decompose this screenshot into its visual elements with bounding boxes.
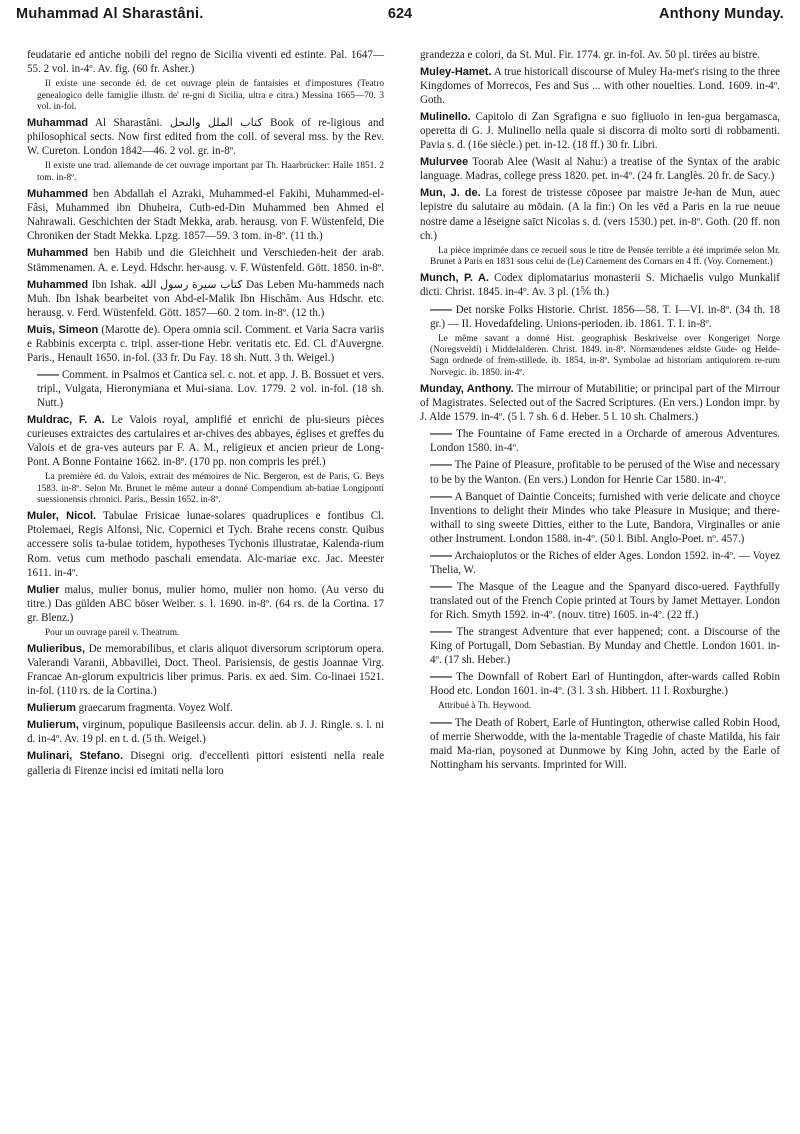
bibliography-entry	[430, 490, 780, 546]
entry-text: A true historicall discourse of Muley Ha-met's rising to the three Kingdomes of Morrecos, Fes and Sus ... with other nouelties. Lond. 1609. in-4º. Goth.	[420, 66, 780, 107]
entry-headword: Muley-Hamet.	[420, 66, 492, 79]
entry-headword: Mulinello.	[420, 111, 471, 124]
bibliography-entry	[27, 583, 384, 625]
running-header	[16, 2, 784, 26]
bibliography-entry	[420, 271, 780, 299]
bibliography-entry	[430, 458, 780, 486]
left-column	[27, 48, 384, 781]
entry-headword: ——	[430, 625, 452, 638]
entry-headword: ——	[430, 716, 452, 729]
entry-headword: Mulieribus,	[27, 643, 86, 656]
entry-headword: Mulier	[27, 583, 60, 596]
entry-headword: Munch, P. A.	[420, 272, 489, 285]
bibliography-entry	[430, 303, 780, 331]
entry-text: The Fountaine of Fame erected in a Orcharde of amerous Adventures. London 1580. in-4º.	[430, 428, 780, 455]
entry-text: Archaioplutos or the Riches of elder Ages. London 1592. in-4º. — Voyez Thelia, W.	[430, 549, 781, 576]
header-right-title: Anthony Munday.	[658, 6, 784, 22]
entry-headword: Muhammed	[27, 278, 89, 291]
entry-text: Codex diplomatarius monasterii S. Michaelis vulgo Munkalif dicti. Christ. 1845. in-4º. Av. 3 pl. (1⅚ th.)	[420, 272, 780, 299]
entry-note: La pièce imprimée dans ce recueil sous le titre de Pensée terrible a été imprimée selon Mr. Brunet à Paris en 1831 sous celui de (Le) Carnement des Cornars en 4 ff. (Voy. Cornement.)	[430, 245, 780, 268]
bibliography-entry	[27, 323, 384, 365]
page-number: 624	[387, 6, 413, 22]
entry-headword: Muhammed	[27, 188, 89, 201]
bibliography-entry	[420, 65, 780, 107]
bibliography-entry	[27, 701, 384, 715]
entry-text: virginum, populique Basileensis accur. delin. ab J. J. Ringle. s. l. ni d. in-4º. Av. 19 pl. en t. d. (5 th. Weigel.)	[27, 719, 384, 746]
entry-headword: ——	[430, 671, 452, 684]
header-left-title: Muhammad Al Sharastâni.	[16, 6, 204, 22]
entry-headword: ——	[430, 490, 452, 503]
bibliography-entry	[430, 580, 780, 622]
entry-headword: Muis, Simeon	[27, 323, 99, 336]
entry-headword: ——	[430, 303, 452, 316]
entry-headword: Muhammed	[27, 247, 89, 260]
entry-text: Disegni orig. d'eccellenti pittori esistenti nella reale galleria di Firenze incisi ed imitati nella loro	[27, 750, 384, 777]
bibliography-entry	[37, 368, 384, 410]
entry-headword: ——	[430, 428, 452, 441]
bibliography-entry	[27, 509, 384, 579]
bibliography-entry	[430, 670, 780, 698]
entry-headword: Mun, J. de.	[420, 187, 481, 200]
bibliography-entry	[27, 718, 384, 746]
entry-note: Il existe une trad. allemande de cet ouvrage important par Th. Haarbrücker: Halle 1851. 2 tom. in-8º.	[37, 161, 384, 183]
bibliography-entry	[27, 749, 384, 777]
bibliography-entry	[420, 110, 780, 152]
entry-text: The mirrour of Mutabilitie; or principal part of the Mirrour of Magistrates. Selected out of the Sacred Scriptures. (En vers.) London impr. by J. Alde 1579. in-4º. (5 l. 7 sh. 6 d. Heber. 5 l. 10 sh. Chalmers.)	[420, 383, 780, 424]
bibliography-entry	[420, 186, 780, 242]
entry-headword: ——	[430, 459, 452, 472]
entry-text: A Banquet of Daintie Conceits; furnished with verie delicate and choyce Inventions to delight their Mindes who take Pleasure in Musique; and there-withall to sing sweete Ditties, either to the Lute, Bandora, Virginalles or anie other Instrument. London 1588. in-4º. (50 l. Bibl. Anglo-Poet. nº. 457.)	[430, 490, 780, 545]
entry-text: Comment. in Psalmos et Cantica sel. c. not. et app. J. B. Bossuet et vers. tripl., Vulgata, Hieronymiana et Mui-siana. Lov. 1779. 2 vol. in-fol. (18 sh. Nutt.)	[37, 368, 384, 409]
entry-text: (Marotte de). Opera omnia scil. Comment. et Varia Sacra variis e Rabbinis excerpta c. tripl. asser-tione Hebr. veritatis etc. Ed. Cl. d'Auvergne. Paris., Henault 1650. in-fol. (33 fr. Du Fay. 18 sh. Nutt. 3 th. Weigel.)	[27, 323, 384, 364]
entry-continuation: feudatarie ed antiche nobili del regno de Sicilia viventi ed estinte. Pal. 1647—55. 2 vol. in-4º. Av. fig. (60 fr. Asher.)	[27, 49, 384, 76]
entry-headword: Mulinari, Stefano.	[27, 750, 124, 763]
entry-text: Ibn Ishak. كتاب سيرة رسول الله Das Leben Mu-hammeds nach Muh. Ibn Ishak bearbeitet von Abd-el-Malik Ibn Hischâm. Aus Hdschr. etc. herausg. v. Ferd. Wüstenfeld. Gött. 1857—60. 2 tom. in-8º. (12 th.)	[27, 278, 384, 319]
bibliography-entry	[27, 116, 384, 158]
entry-text: The Death of Robert, Earle of Huntington, otherwise called Robin Hood, of merrie Sherwodde, with the la-mentable Tragedie of chaste Matilda, his fair maid Ma-rian, poysoned at Dunmowe by King John, acted by the Earle of Nottingham his servants. Imprinted for Will.	[430, 716, 780, 771]
bibliography-entry	[420, 382, 780, 424]
entry-text: graecarum fragmenta. Voyez Wolf.	[78, 702, 233, 715]
entry-note: La première éd. du Valois, extrait des mémoires de Nic. Bergeron, est de Paris, G. Beys 1583. in-8º. Selon Mr. Brunet le même auteur a donné Compendium ab-batiae Longipontí suessionensis chronici. Paris., Bessin 1652. in-8º.	[37, 472, 384, 505]
entry-text: Tabulae Frisicae lunae-solares quadruplices e fontibus Cl. Ptolemaei, Regis Alfonsi, Nic. Copernici et Tych. Brahe recens constr. Quibus accessere solis ta-bulae totidem, hypotheses Tychonis illustratae, Kalenda-rium Rom. vetus cum methodo paschali emendata. Alc-mariae exc. Jac. Meester 1611. in-4º.	[27, 510, 385, 579]
entry-text: Toorab Alee (Wasit al Nahu:) a treatise of the Syntax of the arabic language. Madras, college press 1820. pet. in-4º. (24 fr. Langlès. 20 fr. de Sacy.)	[420, 156, 780, 183]
entry-headword: ——	[430, 580, 452, 593]
entry-text: La forest de tristesse cōposee par maistre Je-han de Mun, auec lepistre du salutaire au mōdain. (A la fin:) On les vēd a Paris en la rue neuue nostre dame a lēseigne saīct Nicolas s. d. (vers 1530.) pet. in-8º. Goth. (20 ff. non ch.)	[420, 187, 780, 242]
entry-text: Capitolo di Zan Sgrafigna e suo figliuolo in len-gua bergamasca, operetta di G. J. Mulinello nella quale si discorra di molto sorti di robbamenti. Pavia s. d. (16e siècle.) pet. in-12. (18 ff.) 30 fr. Libri.	[420, 111, 780, 152]
entry-text: The Paine of Pleasure, profitable to be perused of the Wise and necessary to be by the Wanton. (En vers.) London for Henrie Car 1580. in-4º.	[430, 459, 781, 486]
entry-headword: Muldrac, F. A.	[27, 413, 105, 426]
bibliography-entry	[27, 278, 384, 320]
bibliography-entry	[27, 413, 384, 469]
right-column	[420, 48, 780, 775]
entry-headword: ——	[37, 368, 59, 381]
entry-headword: Muler, Nicol.	[27, 510, 97, 523]
entry-text: The Masque of the League and the Spanyard disco-uered. Faythfully translated out of the French Copie printed at Tours by Jamet Mettayer. London for Rich. Smyth 1592. in-4º. (nouv. titre) 1605. in-4º. (22 ff.)	[430, 580, 781, 621]
entry-text: malus, mulier bonus, mulier homo, mulier non homo. (Au verso du titre.) Das gülden ABC böser Weiber. s. l. 1690. in-8º. (64 rs. de la Cortina. 17 gr. Blenz.)	[27, 583, 384, 624]
entry-headword: Mulierum,	[27, 719, 79, 732]
entry-text: Det norske Folks Historie. Christ. 1856—58. T. I—VI. in-8º. (34 th. 18 gr.) — II. Hovedafdeling. Unions-perioden. ib. 1861. T. I. in-8º.	[430, 303, 780, 330]
entry-note: Le même savant a donné Hist. geographisk Beskrivelse over Kongeriget Norge (Noregsveldi) i Middelalderen. Christ. 1849. in-8º. Normændenes ældste Gude- og Helde-Sagn ordnede of frem-stillede. ib. 1854. in-8º. Symbolae ad historiam antiquiorem re-rum Norvegic. ib. 1850. in-4º.	[430, 333, 780, 378]
entry-text: De memorabilibus, et claris aliquot diversorum scriptorum opera. Valerandi Varanii, Abbavillei, Doct. Theol. Parisiensis, de gestis Joannae Virg. Francae An-glorum expultricis liber primus. Paris. ex aed. Sim. Co-linaei 1521. in-fol. (110 rs. de la Cortina.)	[27, 643, 384, 698]
entry-text: Al Sharastâni. كتاب الملل والنحل Book of re-ligious and philosophical sects. Now first edited from the coll. of several mss. by the Rev. W. Cureton. London 1842—46. 2 vol. gr. in-8º.	[27, 117, 384, 158]
entry-text: ben Abdallah el Azraki, Muhammed-el Fakihi, Muhammed-el-Fâsi, Muhammed ibn Dhuheira, Cutb-ed-Din Muhammed ben Ahmed el Nahrawali. Geschichten der Stadt Mekka, arab. herausg. von F. Wüstenfeld, Die Chroniken der Stadt Mekka. Lpzg. 1857—59. 3 tom. in-8º. (11 th.)	[27, 188, 385, 243]
entry-text: Le Valois royal, amplifié et enrichi de plu-sieurs pièces curieuses extraictes des cartulaires et ar-chives des abbayes, églises et greffes du Valois et de gra-ves auteurs par F. A. M., religieux et ancien prieur de Long-Pont. A Bonne Fontaine 1662. in-8º. (170 pp. non compris les prél.)	[27, 413, 384, 469]
entry-text: The strangest Adventure that ever happened; cont. a Discourse of the King of Portugall, Dom Sebastian. By Munday and Chettle. London 1601. in-4º. (17 sh. Heber.)	[430, 625, 781, 667]
bibliography-entry	[27, 642, 384, 698]
entry-headword: Muhammad	[27, 117, 89, 130]
entry-continuation: grandezza e colori, da St. Mul. Fir. 1774. gr. in-fol. Av. 50 pl. tirées au bistre.	[420, 49, 760, 61]
bibliography-entry	[430, 427, 780, 455]
bibliography-entry	[430, 549, 780, 577]
entry-headword: ——	[430, 549, 452, 562]
entry-note: Attribué à Th. Heywood.	[438, 701, 532, 712]
entry-text: ben Habib und die Gleichheit und Verschieden-heit der arab. Stämmenamen. A. e. Leyd. Hdschr. her-ausg. v. F. Wüstenfeld. Gött. 1850. in-8º.	[27, 247, 385, 274]
entry-headword: Mulurvee	[420, 156, 469, 169]
bibliography-entry	[430, 625, 780, 667]
bibliography-entry	[430, 716, 780, 772]
entry-note: Il existe une seconde éd. de cet ouvrage plein de fantaisies et d'impostures (Teatro genealogico delle famiglie illustr. de' re-gni di Sicilia, ultra e citra.) Messina 1665—70. 3 vol. in-fol.	[37, 79, 384, 112]
entry-headword: Mulierum	[27, 702, 76, 715]
entry-text: The Downfall of Robert Earl of Huntingdon, after-wards called Robin Hood etc. London 1601. in-4º. (3 l. 3 sh. Hibbert. 11 l. Roxburghe.)	[430, 671, 781, 698]
bibliography-entry	[420, 155, 780, 183]
entry-headword: Munday, Anthony.	[420, 383, 514, 396]
entry-note: Pour un ouvrage pareil v. Theatrum.	[45, 627, 180, 638]
bibliography-entry	[27, 246, 384, 274]
bibliography-entry	[27, 187, 384, 243]
